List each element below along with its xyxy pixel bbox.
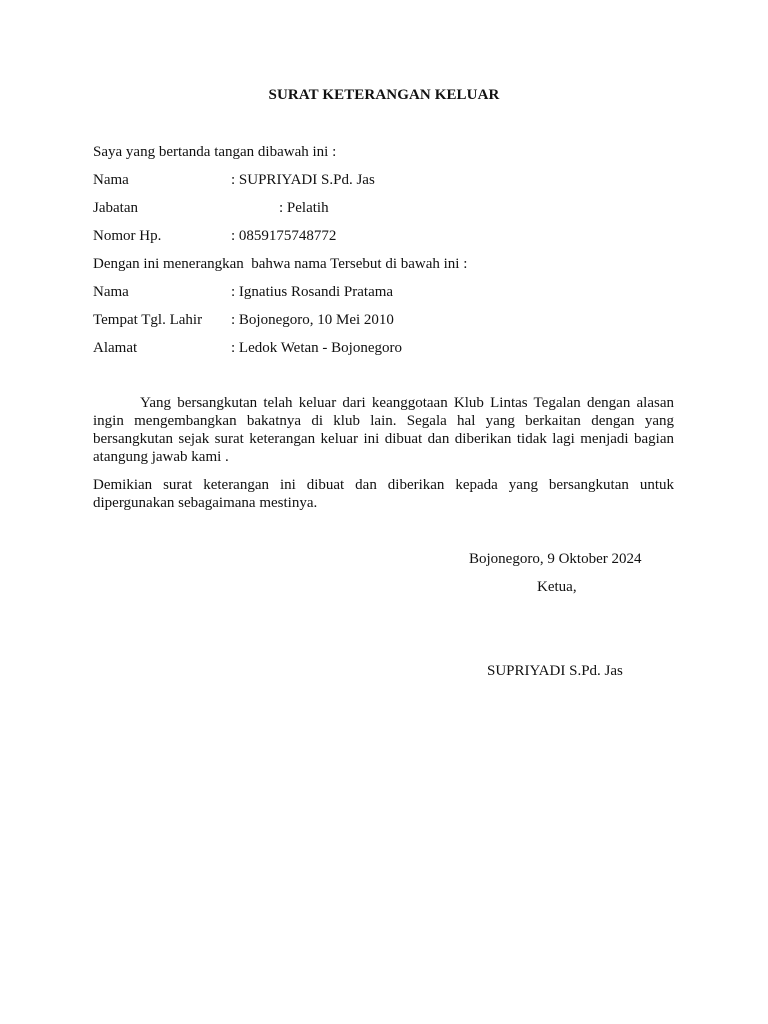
body-paragraph: Yang bersangkutan telah keluar dari keanggotaan Klub Lintas Tegalan dengan alasan ingin mengembangkan bakatnya di klub lain. Segala hal yang berkaitan dengan yang bersangkutan sejak surat keterangan keluar ini dibuat dan diberikan tidak lagi menjadi bagian atangung jawab kami . <box>93 395 674 465</box>
signer-role: Ketua, <box>537 579 577 595</box>
signer-name-label: Nama <box>93 172 129 188</box>
intro-line: Saya yang bertanda tangan dibawah ini : <box>93 144 337 160</box>
letter-title: SURAT KETERANGAN KELUAR <box>268 87 500 103</box>
statement-line: Dengan ini menerangkan bahwa nama Tersebut di bawah ini : <box>93 256 468 272</box>
signer-name-value: : SUPRIYADI S.Pd. Jas <box>231 172 375 188</box>
member-name-label: Nama <box>93 284 129 300</box>
closing-paragraph: Demikian surat keterangan ini dibuat dan diberikan kepada yang bersangkutan untuk dipergunakan sebagaimana mestinya. <box>93 477 674 511</box>
member-birth-label: Tempat Tgl. Lahir <box>93 312 203 328</box>
signature-name: SUPRIYADI S.Pd. Jas <box>487 663 623 679</box>
signer-phone-label: Nomor Hp. <box>93 228 162 244</box>
member-address-label: Alamat <box>93 340 138 356</box>
member-address-value: : Ledok Wetan - Bojonegoro <box>231 340 402 356</box>
place-date: Bojonegoro, 9 Oktober 2024 <box>469 551 642 567</box>
signer-position-value: : Pelatih <box>279 200 329 216</box>
signer-phone-value: : 0859175748772 <box>231 228 337 244</box>
member-name-value: : Ignatius Rosandi Pratama <box>231 284 394 300</box>
signer-position-label: Jabatan <box>93 200 138 216</box>
member-birth-value: : Bojonegoro, 10 Mei 2010 <box>231 312 394 328</box>
